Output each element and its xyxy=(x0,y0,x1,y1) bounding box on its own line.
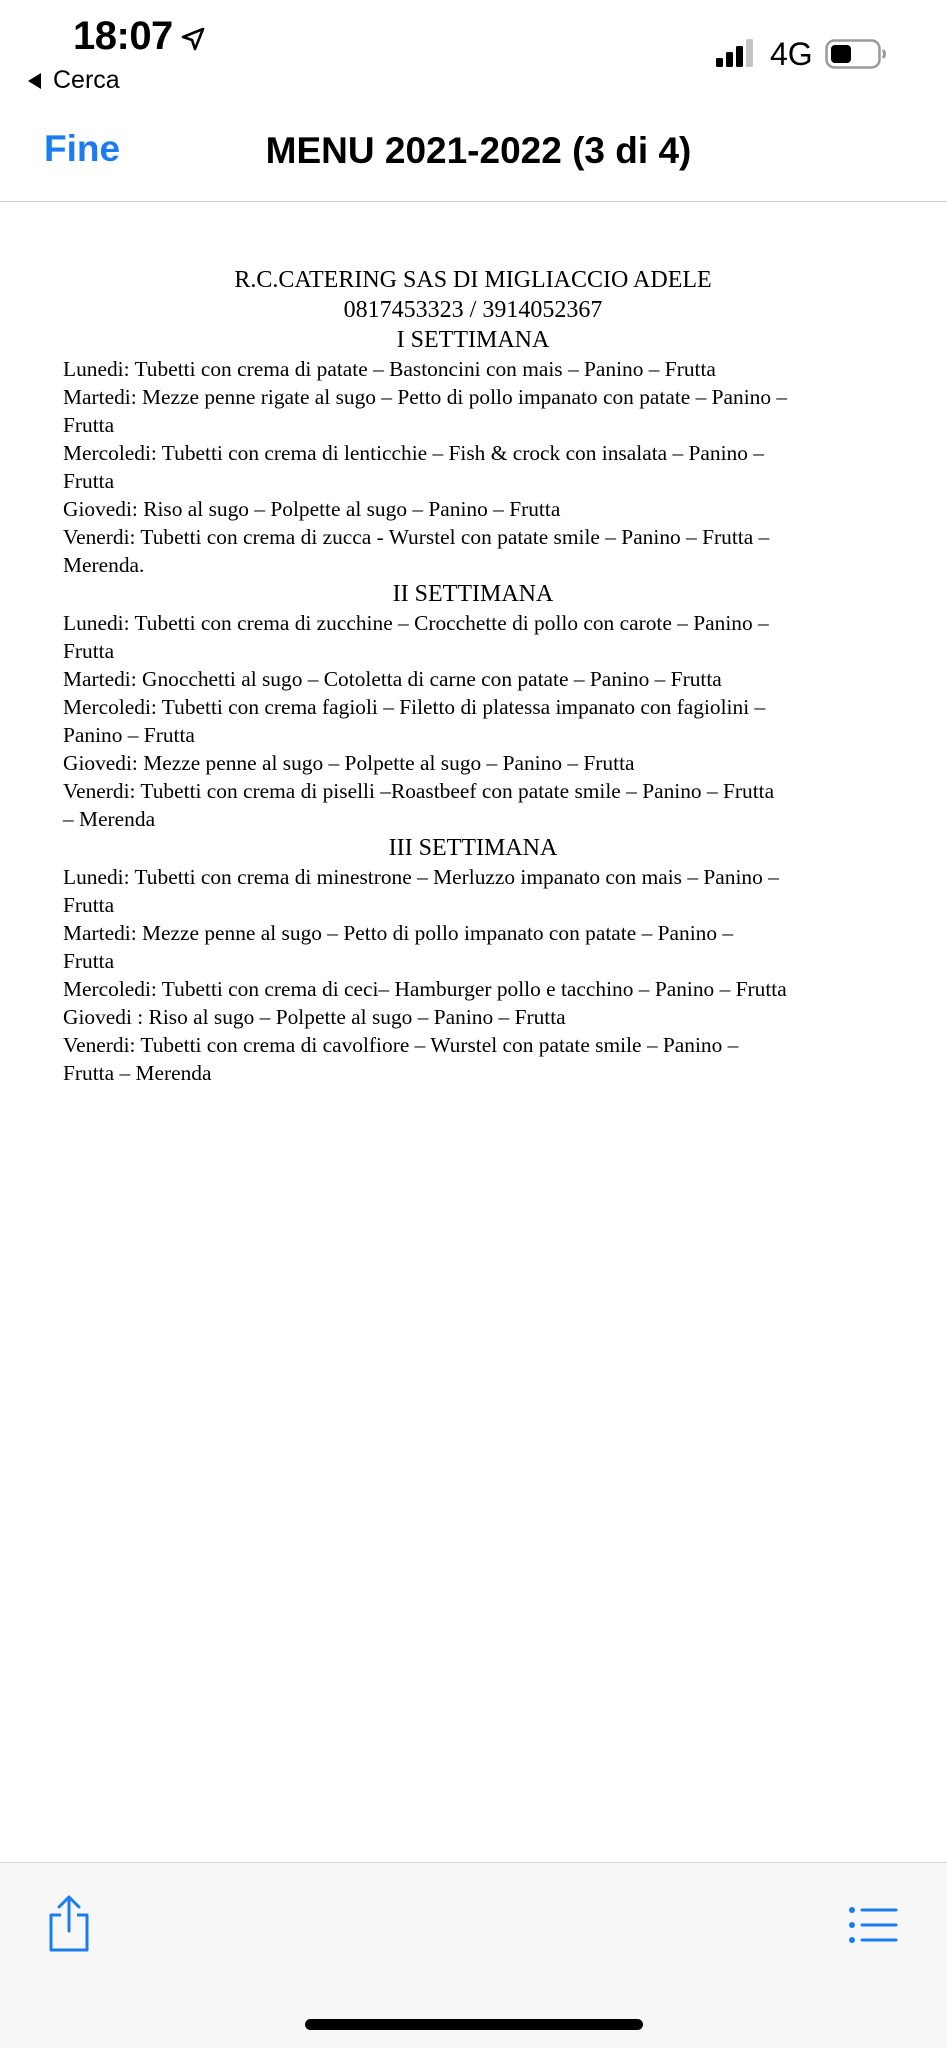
menu-line: Martedi: Gnocchetti al sugo – Cotoletta di carne con patate – Panino – Frutta xyxy=(63,667,722,691)
menu-line: Lunedi: Tubetti con crema di zucchine – Crocchette di pollo con carote – Panino – xyxy=(63,611,769,635)
menu-line: Frutta xyxy=(63,893,115,917)
week-heading: I SETTIMANA xyxy=(396,327,550,353)
battery-icon xyxy=(825,39,887,69)
menu-line: Frutta – Merenda xyxy=(63,1061,212,1085)
bottom-toolbar xyxy=(0,1862,947,2048)
menu-line: Mercoledi: Tubetti con crema di lenticchie – Fish & crock con insalata – Panino – xyxy=(63,441,764,465)
done-button[interactable]: Fine xyxy=(44,128,121,169)
company-phones: 0817453323 / 3914052367 xyxy=(343,297,603,323)
list-icon[interactable] xyxy=(848,1905,898,1945)
menu-line: Frutta xyxy=(63,413,115,437)
location-arrow-icon xyxy=(180,26,206,52)
network-type: 4G xyxy=(770,36,813,72)
menu-line: Frutta xyxy=(63,949,115,973)
menu-line: Lunedi: Tubetti con crema di minestrone – Merluzzo impanato con mais – Panino – xyxy=(63,865,779,889)
menu-line: Lunedi: Tubetti con crema di patate – Bastoncini con mais – Panino – Frutta xyxy=(63,357,716,381)
menu-line: Giovedi: Mezze penne al sugo – Polpette al sugo – Panino – Frutta xyxy=(63,751,635,775)
menu-line: Panino – Frutta xyxy=(63,723,195,747)
status-time: 18:07 xyxy=(73,14,173,58)
menu-line: Mercoledi: Tubetti con crema di ceci– Hamburger pollo e tacchino – Panino – Frutta xyxy=(63,977,787,1001)
menu-line: Martedi: Mezze penne rigate al sugo – Petto di pollo impanato con patate – Panino – xyxy=(63,385,788,409)
menu-line: Venerdi: Tubetti con crema di cavolfiore – Wurstel con patate smile – Panino – xyxy=(63,1033,739,1057)
week-heading: III SETTIMANA xyxy=(388,835,558,861)
status-bar xyxy=(0,0,947,100)
menu-line: Venerdi: Tubetti con crema di piselli –Roastbeef con patate smile – Panino – Frutta xyxy=(63,779,775,803)
menu-line: Merenda. xyxy=(63,553,145,577)
menu-line: Venerdi: Tubetti con crema di zucca - Wurstel con patate smile – Panino – Frutta – xyxy=(63,525,770,549)
navigation-bar xyxy=(0,110,947,202)
menu-line: Giovedi : Riso al sugo – Polpette al sugo – Panino – Frutta xyxy=(63,1005,566,1029)
back-to-app-link[interactable] xyxy=(28,66,120,95)
menu-line: Martedi: Mezze penne al sugo – Petto di pollo impanato con patate – Panino – xyxy=(63,921,734,945)
back-triangle-icon xyxy=(28,73,41,89)
cellular-signal-icon xyxy=(716,38,756,68)
menu-line: Mercoledi: Tubetti con crema fagioli – Filetto di platessa impanato con fagiolini – xyxy=(63,695,766,719)
back-app-label: Cerca xyxy=(53,66,120,94)
home-indicator[interactable] xyxy=(305,2019,643,2030)
menu-line: Giovedi: Riso al sugo – Polpette al sugo – Panino – Frutta xyxy=(63,497,561,521)
share-icon[interactable] xyxy=(46,1895,92,1953)
company-name: R.C.CATERING SAS DI MIGLIACCIO ADELE xyxy=(234,267,712,293)
menu-line: Frutta xyxy=(63,469,115,493)
week-heading: II SETTIMANA xyxy=(392,581,554,607)
page-title: MENU 2021-2022 (3 di 4) xyxy=(265,130,692,171)
menu-line: Frutta xyxy=(63,639,115,663)
document-page xyxy=(63,265,883,1087)
menu-line: – Merenda xyxy=(63,807,156,831)
